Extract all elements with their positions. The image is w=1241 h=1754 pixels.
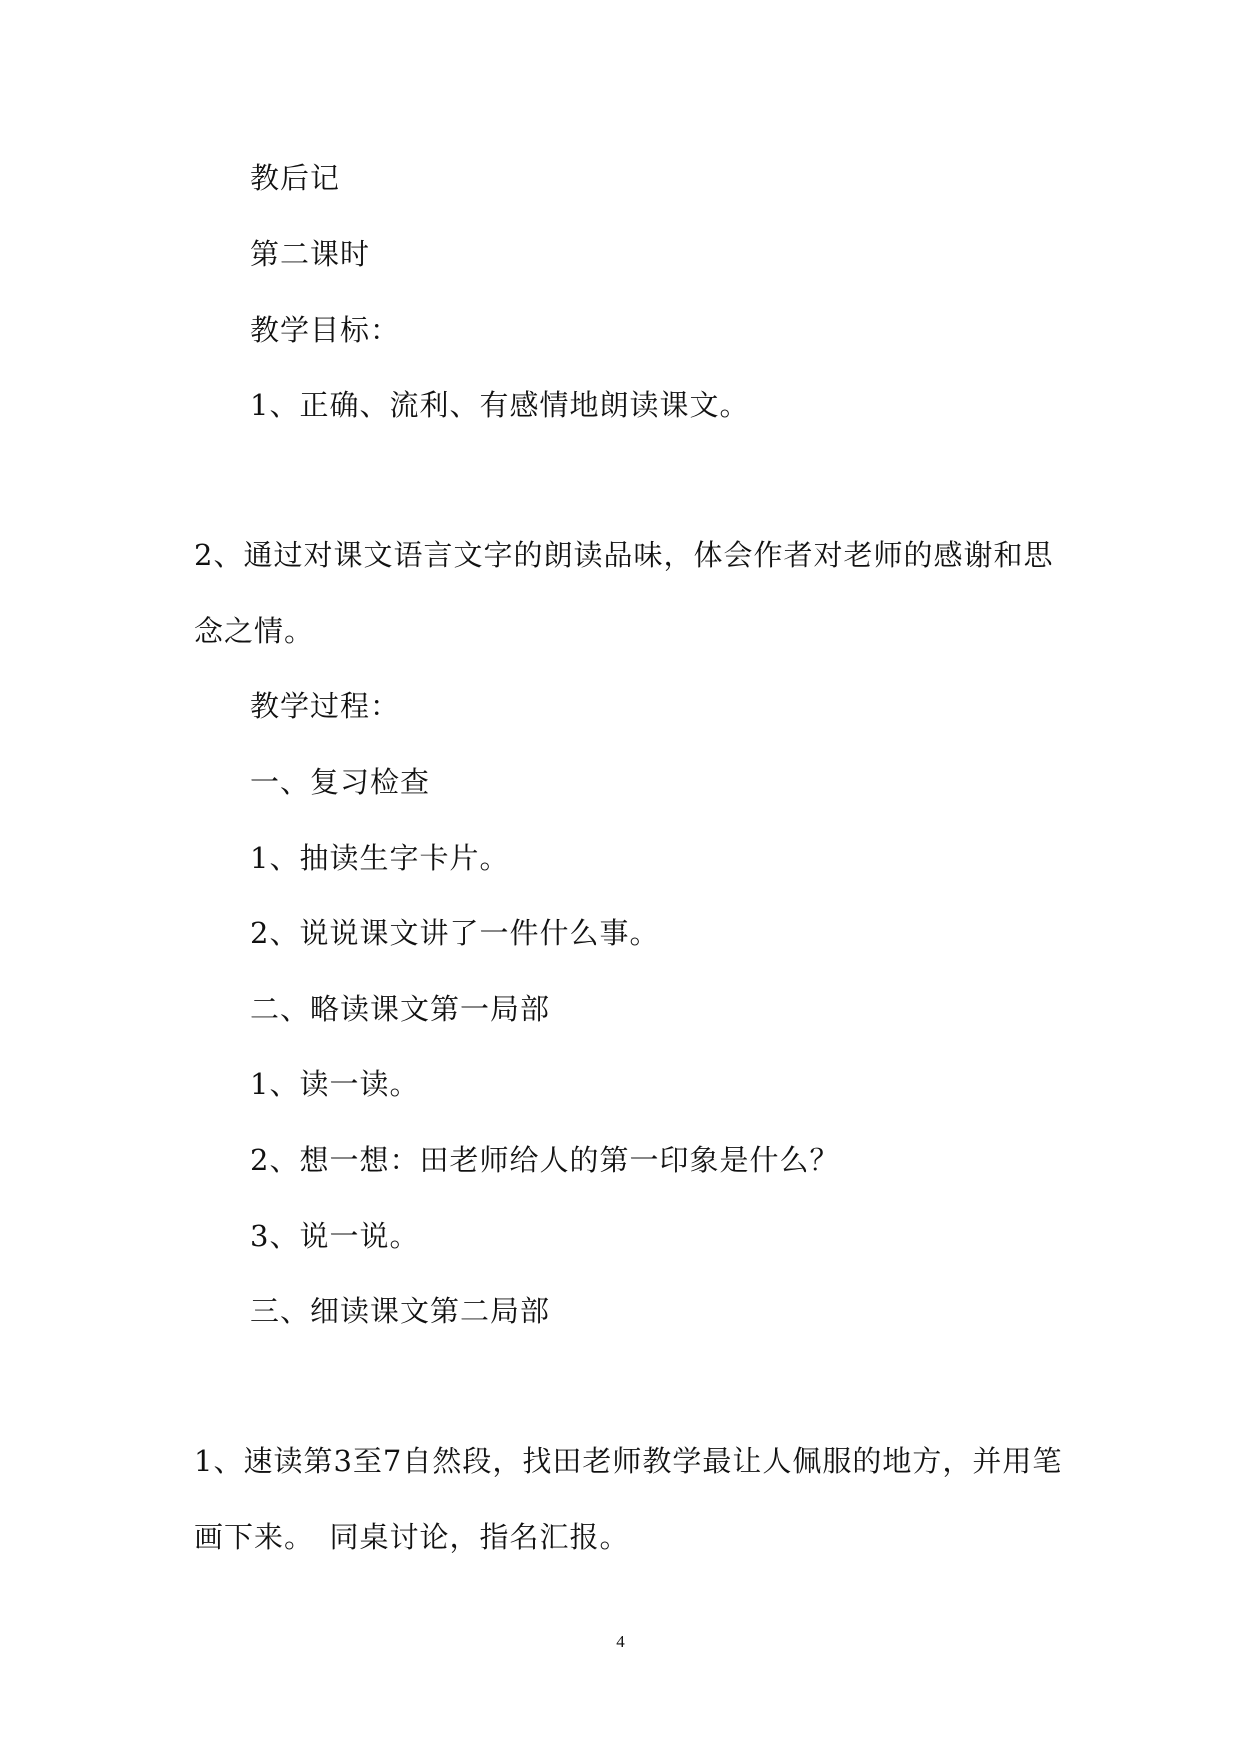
heading-second-period: 第二课时 bbox=[250, 237, 371, 271]
heading-teaching-process: 教学过程： bbox=[250, 689, 401, 723]
heading-teaching-goals: 教学目标： bbox=[250, 313, 401, 347]
heading-after-class-notes: 教后记 bbox=[250, 161, 341, 195]
section-review-check: 一、复习检查 bbox=[250, 765, 431, 799]
section-skim-part-one: 二、略读课文第一局部 bbox=[250, 992, 551, 1026]
goal-item-2-line-2: 念之情。 bbox=[194, 614, 315, 648]
section-close-read-part-two: 三、细读课文第二局部 bbox=[250, 1294, 551, 1328]
review-item-1: 1、抽读生字卡片。 bbox=[250, 841, 510, 875]
review-item-2: 2、说说课文讲了一件什么事。 bbox=[250, 916, 660, 950]
skim-item-1: 1、读一读。 bbox=[250, 1067, 420, 1101]
skim-item-3: 3、说一说。 bbox=[250, 1219, 420, 1253]
goal-item-2-line-1: 2、通过对课文语言文字的朗读品味，体会作者对老师的感谢和思 bbox=[194, 538, 1054, 572]
close-read-item-1-line-1: 1、速读第3至7自然段，找田老师教学最让人佩服的地方，并用笔 bbox=[194, 1444, 1063, 1478]
goal-item-1: 1、正确、流利、有感情地朗读课文。 bbox=[250, 388, 750, 422]
skim-item-2: 2、想一想：田老师给人的第一印象是什么？ bbox=[250, 1143, 840, 1177]
close-read-item-1-line-2: 画下来。 同桌讨论，指名汇报。 bbox=[194, 1520, 630, 1554]
page-number: 4 bbox=[616, 1632, 625, 1651]
